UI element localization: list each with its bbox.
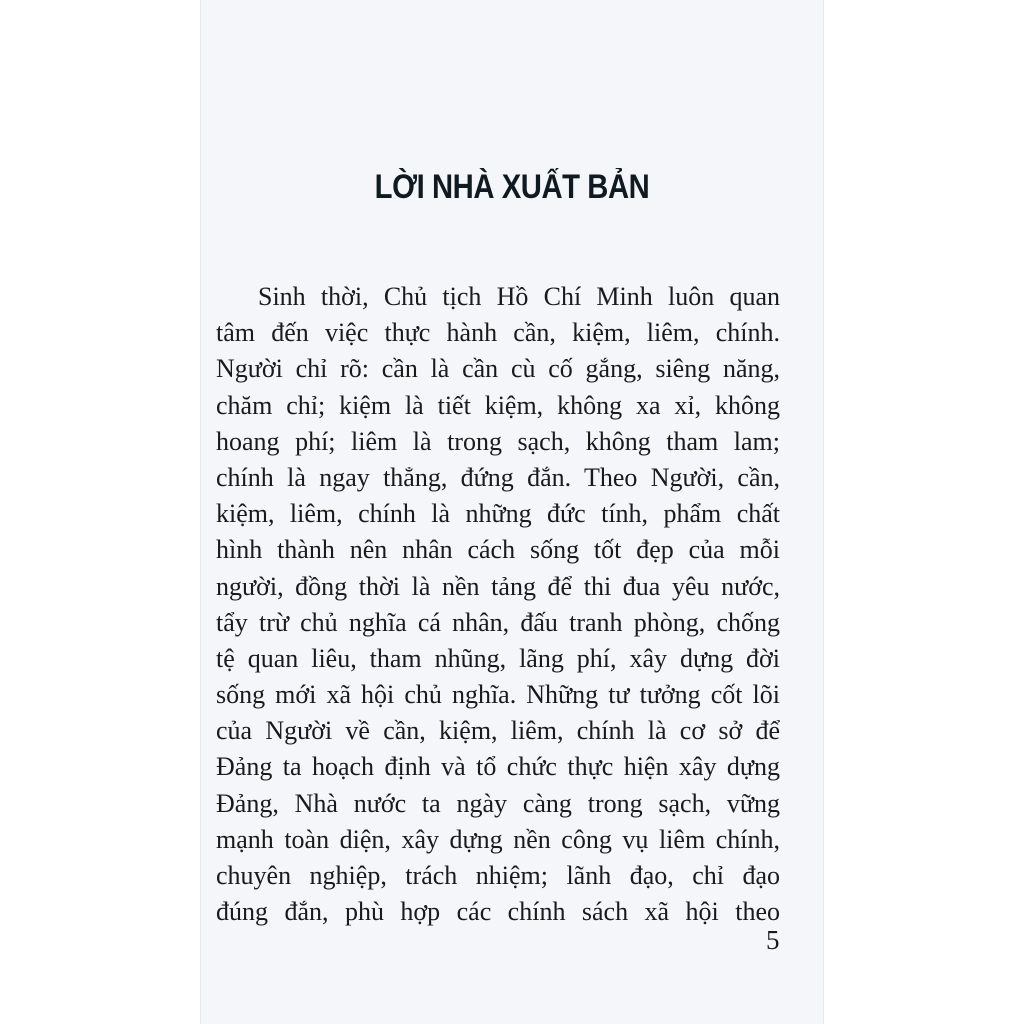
body-line: chuyên nghiệp, trách nhiệm; lãnh đạo, chỉ đạo: [216, 861, 780, 890]
body-line: của Người về cần, kiệm, liêm, chính là cơ sở để: [216, 716, 780, 746]
body-line: chính là ngay thẳng, đứng đắn. Theo Người, cần,: [216, 462, 780, 492]
book-page: [200, 0, 824, 1024]
body-line: Người chỉ rõ: cần là cần cù cố gắng, siêng năng,: [216, 354, 780, 384]
body-line: Sinh thời, Chủ tịch Hồ Chí Minh luôn quan: [258, 282, 780, 311]
body-line: hình thành nên nhân cách sống tốt đẹp của mỗi: [216, 535, 780, 565]
body-line: Đảng ta hoạch định và tổ chức thực hiện xây dựng: [216, 752, 780, 782]
body-line: mạnh toàn diện, xây dựng nền công vụ liêm chính,: [216, 824, 780, 854]
page-number: 5: [766, 925, 780, 955]
body-line: tâm đến việc thực hành cần, kiệm, liêm, chính.: [216, 318, 780, 348]
body-line: tệ quan liêu, tham nhũng, lãng phí, xây dựng đời: [216, 643, 780, 673]
body-line: tẩy trừ chủ nghĩa cá nhân, đấu tranh phòng, chống: [216, 607, 780, 637]
body-text: [216, 279, 780, 930]
page-title: LỜI NHÀ XUẤT BẢN: [374, 168, 650, 206]
body-line: hoang phí; liêm là trong sạch, không tham lam;: [216, 426, 780, 456]
body-line: chăm chỉ; kiệm là tiết kiệm, không xa xỉ, không: [216, 390, 780, 420]
body-line: kiệm, liêm, chính là những đức tính, phẩm chất: [216, 499, 780, 529]
body-line: người, đồng thời là nền tảng để thi đua yêu nước,: [216, 571, 780, 601]
body-line: đúng đắn, phù hợp các chính sách xã hội theo: [216, 897, 780, 927]
body-line: Đảng, Nhà nước ta ngày càng trong sạch, vững: [216, 788, 780, 818]
body-line: sống mới xã hội chủ nghĩa. Những tư tưởng cốt lõi: [216, 680, 780, 710]
